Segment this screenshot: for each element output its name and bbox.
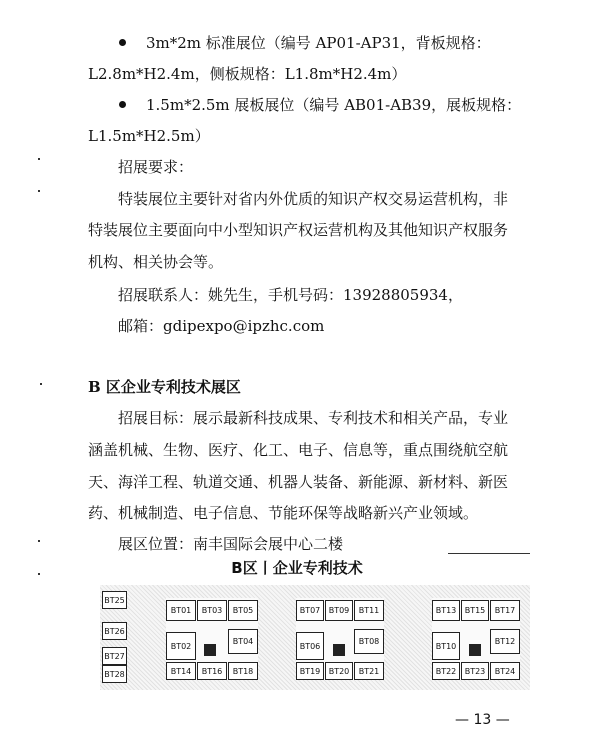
bullet-icon [119, 39, 126, 46]
booth-BT17: BT17 [490, 600, 520, 621]
booth-spec-standard: 3m*2m 标准展位（编号 AP01-AP31，背板规格： [146, 34, 491, 52]
booth-BT09: BT09 [325, 600, 353, 621]
margin-mark [38, 190, 40, 192]
booth-BT12: BT12 [490, 629, 520, 654]
divider [448, 553, 530, 554]
recruit-requirements-heading: 招展要求： [118, 158, 194, 176]
booth-BT03: BT03 [197, 600, 227, 621]
margin-mark [40, 383, 42, 385]
booth-BT08: BT08 [354, 629, 384, 654]
recruit-requirements-text: 特装展位主要针对省内外优质的知识产权交易运营机构，非 [118, 190, 509, 208]
margin-mark [38, 158, 40, 160]
section-b-goal: 涵盖机械、生物、医疗、化工、电子、信息等，重点围绕航空航 [88, 441, 509, 459]
booth-BT04: BT04 [228, 629, 258, 654]
booth-BT28: BT28 [102, 665, 127, 683]
booth-BT18: BT18 [228, 662, 258, 680]
margin-mark [38, 540, 40, 542]
booth-BT21: BT21 [354, 662, 384, 680]
booth-spec-panel: 1.5m*2.5m 展板展位（编号 AB01-AB39，展板规格： [146, 96, 522, 114]
booth-BT05: BT05 [228, 600, 258, 621]
contact-person: 招展联系人：姚先生，手机号码：13928805934， [118, 286, 463, 304]
section-b-location: 展区位置：南丰国际会展中心二楼 [118, 535, 344, 553]
booth-BT16: BT16 [197, 662, 227, 680]
booth-BT06: BT06 [296, 632, 324, 660]
booth-BT11: BT11 [354, 600, 384, 621]
booth-spec-panel-cont: L1.5m*H2.5m） [88, 127, 210, 145]
pillar [333, 644, 345, 656]
section-b-title: B 区企业专利技术展区 [88, 378, 241, 396]
booth-BT10: BT10 [432, 632, 460, 660]
section-b-goal: 天、海洋工程、轨道交通、机器人装备、新能源、新材料、新医 [88, 473, 509, 491]
pillar [469, 644, 481, 656]
booth-BT14: BT14 [166, 662, 196, 680]
recruit-requirements-text: 机构、相关协会等。 [88, 253, 224, 271]
booth-BT20: BT20 [325, 662, 353, 680]
booth-BT13: BT13 [432, 600, 460, 621]
booth-BT24: BT24 [490, 662, 520, 680]
booth-BT23: BT23 [461, 662, 489, 680]
booth-spec-standard-cont: L2.8m*H2.4m，侧板规格：L1.8m*H2.4m） [88, 65, 407, 83]
contact-email: 邮箱：gdipexpo@ipzhc.com [118, 317, 325, 335]
booth-BT22: BT22 [432, 662, 460, 680]
booth-BT25: BT25 [102, 591, 127, 609]
pillar [204, 644, 216, 656]
floor-plan-title: B区丨企业专利技术 [231, 559, 363, 577]
bullet-icon [119, 101, 126, 108]
booth-BT02: BT02 [166, 632, 196, 660]
section-b-goal: 药、机械制造、电子信息、节能环保等战略新兴产业领域。 [88, 504, 479, 522]
booth-BT15: BT15 [461, 600, 489, 621]
section-b-goal: 招展目标：展示最新科技成果、专利技术和相关产品，专业 [118, 409, 509, 427]
booth-BT01: BT01 [166, 600, 196, 621]
booth-BT19: BT19 [296, 662, 324, 680]
floor-plan [100, 585, 530, 690]
booth-BT07: BT07 [296, 600, 324, 621]
page-number: — 13 — [455, 712, 510, 728]
booth-BT27: BT27 [102, 647, 127, 665]
booth-BT26: BT26 [102, 622, 127, 640]
recruit-requirements-text: 特装展位主要面向中小型知识产权运营机构及其他知识产权服务 [88, 221, 509, 239]
